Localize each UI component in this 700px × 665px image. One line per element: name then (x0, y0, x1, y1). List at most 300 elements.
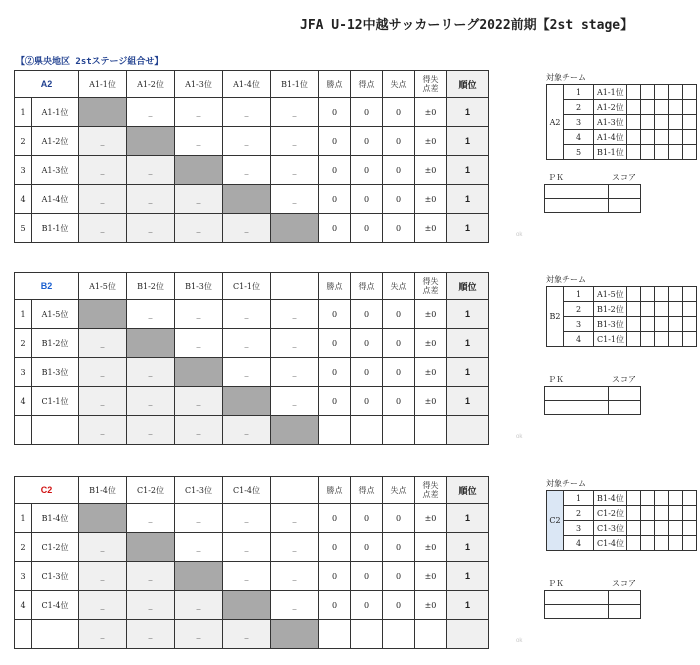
column-header: B1-3位 (175, 273, 223, 300)
stat-cell: ±0 (415, 591, 447, 620)
row-number: 1 (15, 300, 32, 329)
team-name: C1-1位 (32, 387, 79, 416)
league-table-c2 (14, 476, 489, 649)
target-blank-cell[interactable] (683, 130, 697, 145)
team-name: A1-3位 (32, 156, 79, 185)
stat-cell: 0 (319, 98, 351, 127)
match-cell[interactable] (223, 185, 271, 214)
target-blank-cell[interactable] (655, 521, 669, 536)
stat-cell: 1 (447, 214, 489, 243)
target-blank-cell[interactable] (627, 317, 641, 332)
stat-cell: 0 (383, 300, 415, 329)
target-blank-cell[interactable] (669, 302, 683, 317)
match-cell[interactable]: _ (223, 504, 271, 533)
target-row (547, 506, 697, 521)
target-blank-cell[interactable] (683, 332, 697, 347)
match-cell[interactable]: _ (175, 504, 223, 533)
target-blank-cell[interactable] (627, 287, 641, 302)
stat-cell: 1 (447, 504, 489, 533)
match-cell[interactable]: _ (79, 562, 127, 591)
stat-cell: 0 (319, 591, 351, 620)
target-blank-cell[interactable] (669, 521, 683, 536)
pk-label: ＰＫ (548, 579, 564, 588)
match-cell[interactable]: _ (271, 358, 319, 387)
match-cell[interactable]: _ (223, 620, 271, 649)
pk-row (545, 591, 641, 605)
target-blank-cell[interactable] (669, 287, 683, 302)
row-number: 3 (15, 562, 32, 591)
target-blank-cell[interactable] (683, 302, 697, 317)
target-number: 5 (564, 145, 594, 160)
target-blank-cell[interactable] (627, 332, 641, 347)
target-blank-cell[interactable] (655, 100, 669, 115)
team-name: C1-3位 (32, 562, 79, 591)
match-cell[interactable]: _ (223, 533, 271, 562)
match-cell[interactable]: _ (271, 387, 319, 416)
target-blank-cell[interactable] (655, 115, 669, 130)
column-header: C1-1位 (223, 273, 271, 300)
stat-cell (319, 620, 351, 649)
stat-cell (351, 416, 383, 445)
target-blank-cell[interactable] (641, 332, 655, 347)
stat-header-line: 得失 (422, 481, 439, 490)
match-cell[interactable]: _ (223, 358, 271, 387)
row-number: 3 (15, 156, 32, 185)
stat-cell: 0 (383, 156, 415, 185)
match-cell[interactable]: _ (271, 329, 319, 358)
match-cell[interactable]: _ (175, 620, 223, 649)
target-blank-cell[interactable] (655, 302, 669, 317)
target-team-table (546, 490, 697, 551)
pk-cell[interactable] (545, 387, 609, 401)
target-blank-cell[interactable] (627, 145, 641, 160)
match-cell[interactable]: _ (127, 300, 175, 329)
target-blank-cell[interactable] (641, 287, 655, 302)
section-subtitle: 【②県央地区 2stステージ組合せ】 (16, 57, 164, 67)
stat-cell: 0 (319, 127, 351, 156)
table-row (15, 329, 489, 358)
match-cell[interactable]: _ (271, 98, 319, 127)
score-cell[interactable] (609, 401, 641, 415)
pk-row (545, 199, 641, 213)
stat-cell: ±0 (415, 300, 447, 329)
stat-cell (447, 416, 489, 445)
stat-cell: ±0 (415, 387, 447, 416)
target-blank-cell[interactable] (669, 491, 683, 506)
match-cell[interactable]: _ (127, 98, 175, 127)
stat-cell: 0 (351, 185, 383, 214)
column-header: A1-5位 (79, 273, 127, 300)
table-row (15, 504, 489, 533)
stat-header: 得点 (351, 477, 383, 504)
team-name: C1-4位 (32, 591, 79, 620)
match-cell[interactable] (271, 416, 319, 445)
match-cell[interactable]: _ (223, 214, 271, 243)
target-blank-cell[interactable] (683, 317, 697, 332)
target-blank-cell[interactable] (627, 521, 641, 536)
match-cell[interactable]: _ (127, 504, 175, 533)
match-cell[interactable]: _ (271, 533, 319, 562)
target-blank-cell[interactable] (627, 85, 641, 100)
column-header: B1-4位 (79, 477, 127, 504)
match-cell[interactable]: _ (175, 387, 223, 416)
stat-cell: ±0 (415, 329, 447, 358)
target-blank-cell[interactable] (669, 130, 683, 145)
target-blank-cell[interactable] (683, 115, 697, 130)
match-cell[interactable] (175, 358, 223, 387)
row-number: 1 (15, 98, 32, 127)
score-cell[interactable] (609, 199, 641, 213)
target-blank-cell[interactable] (683, 85, 697, 100)
match-cell[interactable]: _ (175, 416, 223, 445)
table-row (15, 387, 489, 416)
stat-cell: 0 (319, 504, 351, 533)
stat-cell: 0 (351, 562, 383, 591)
target-number: 3 (564, 317, 594, 332)
match-cell[interactable]: _ (79, 358, 127, 387)
target-blank-cell[interactable] (655, 506, 669, 521)
column-header: A1-2位 (127, 71, 175, 98)
column-header: C1-4位 (223, 477, 271, 504)
target-blank-cell[interactable] (641, 302, 655, 317)
target-blank-cell[interactable] (641, 130, 655, 145)
target-blank-cell[interactable] (641, 536, 655, 551)
match-cell[interactable]: _ (79, 127, 127, 156)
match-cell[interactable]: _ (127, 358, 175, 387)
row-number: 2 (15, 533, 32, 562)
target-number: 1 (564, 287, 594, 302)
column-header (271, 273, 319, 300)
stat-header-line: 得失 (422, 75, 439, 84)
stat-header: 得点 (351, 273, 383, 300)
stat-cell (319, 416, 351, 445)
target-team: A1-2位 (594, 100, 627, 115)
stat-cell: ±0 (415, 533, 447, 562)
target-blank-cell[interactable] (683, 287, 697, 302)
pk-score-table (544, 590, 641, 619)
pk-cell[interactable] (545, 401, 609, 415)
table-row (15, 214, 489, 243)
match-cell[interactable]: _ (223, 416, 271, 445)
stat-cell: ±0 (415, 156, 447, 185)
match-cell[interactable] (175, 156, 223, 185)
target-blank-cell[interactable] (669, 506, 683, 521)
match-cell[interactable]: _ (271, 185, 319, 214)
match-cell[interactable] (127, 127, 175, 156)
match-cell[interactable]: _ (175, 185, 223, 214)
target-row (547, 491, 697, 506)
match-cell[interactable]: _ (175, 127, 223, 156)
score-label: スコア (612, 579, 636, 588)
table-row (15, 185, 489, 214)
row-number: 4 (15, 185, 32, 214)
stat-cell: 0 (351, 300, 383, 329)
pk-cell[interactable] (545, 605, 609, 619)
target-team: B1-2位 (594, 302, 627, 317)
target-blank-cell[interactable] (669, 100, 683, 115)
target-blank-cell[interactable] (655, 287, 669, 302)
target-blank-cell[interactable] (683, 145, 697, 160)
target-blank-cell[interactable] (669, 536, 683, 551)
group-name: C2 (15, 477, 79, 504)
pk-cell[interactable] (545, 199, 609, 213)
target-blank-cell[interactable] (683, 521, 697, 536)
target-number: 2 (564, 100, 594, 115)
stat-cell (383, 620, 415, 649)
stat-cell: 0 (319, 562, 351, 591)
target-blank-cell[interactable] (683, 506, 697, 521)
target-blank-cell[interactable] (627, 491, 641, 506)
target-blank-cell[interactable] (627, 100, 641, 115)
match-cell[interactable]: _ (79, 156, 127, 185)
match-cell[interactable] (271, 620, 319, 649)
stat-cell (415, 416, 447, 445)
score-cell[interactable] (609, 591, 641, 605)
target-blank-cell[interactable] (669, 332, 683, 347)
stat-header: 勝点 (319, 273, 351, 300)
pk-cell[interactable] (545, 591, 609, 605)
match-cell[interactable]: _ (271, 562, 319, 591)
column-header: A1-3位 (175, 71, 223, 98)
stat-cell: 0 (383, 504, 415, 533)
target-team: B1-4位 (594, 491, 627, 506)
match-cell[interactable]: _ (175, 533, 223, 562)
stat-header: 順位 (447, 477, 489, 504)
stat-cell: 0 (383, 127, 415, 156)
match-cell[interactable] (223, 591, 271, 620)
match-cell[interactable] (223, 387, 271, 416)
match-cell[interactable] (271, 214, 319, 243)
score-label: スコア (612, 173, 636, 182)
target-team: A1-4位 (594, 130, 627, 145)
match-cell[interactable]: _ (223, 98, 271, 127)
table-row (15, 300, 489, 329)
target-blank-cell[interactable] (683, 100, 697, 115)
pk-label: ＰＫ (548, 375, 564, 384)
match-cell[interactable]: _ (127, 591, 175, 620)
match-cell[interactable]: _ (127, 214, 175, 243)
team-name: A1-1位 (32, 98, 79, 127)
target-blank-cell[interactable] (683, 491, 697, 506)
column-header: C1-3位 (175, 477, 223, 504)
pk-label: ＰＫ (548, 173, 564, 182)
target-team-table (546, 84, 697, 160)
stat-cell: 1 (447, 562, 489, 591)
target-blank-cell[interactable] (627, 130, 641, 145)
stat-cell: 1 (447, 358, 489, 387)
column-header: B1-1位 (271, 71, 319, 98)
match-cell[interactable]: _ (79, 416, 127, 445)
team-name (32, 620, 79, 649)
pk-row (545, 185, 641, 199)
stat-cell: 0 (351, 533, 383, 562)
target-row (547, 287, 697, 302)
score-cell[interactable] (609, 605, 641, 619)
target-blank-cell[interactable] (641, 506, 655, 521)
target-blank-cell[interactable] (655, 85, 669, 100)
target-blank-cell[interactable] (641, 85, 655, 100)
match-cell[interactable]: _ (223, 329, 271, 358)
group-name: B2 (15, 273, 79, 300)
stat-cell: 0 (351, 329, 383, 358)
stat-cell: 0 (351, 156, 383, 185)
team-name: A1-2位 (32, 127, 79, 156)
match-cell[interactable]: _ (79, 533, 127, 562)
pk-row (545, 401, 641, 415)
match-cell[interactable]: _ (271, 591, 319, 620)
match-cell[interactable] (127, 533, 175, 562)
stat-cell: 0 (383, 214, 415, 243)
score-cell[interactable] (609, 185, 641, 199)
target-blank-cell[interactable] (641, 100, 655, 115)
match-cell[interactable] (79, 504, 127, 533)
match-cell[interactable]: _ (223, 562, 271, 591)
match-cell[interactable]: _ (175, 300, 223, 329)
match-cell[interactable] (79, 98, 127, 127)
match-cell[interactable]: _ (271, 300, 319, 329)
target-row (547, 130, 697, 145)
stat-header (415, 477, 447, 504)
team-name: C1-2位 (32, 533, 79, 562)
target-blank-cell[interactable] (641, 317, 655, 332)
target-blank-cell[interactable] (627, 536, 641, 551)
stat-cell: 0 (351, 387, 383, 416)
match-cell[interactable]: _ (79, 591, 127, 620)
stat-cell: 0 (319, 533, 351, 562)
match-cell[interactable]: _ (271, 156, 319, 185)
target-blank-cell[interactable] (669, 317, 683, 332)
match-cell[interactable]: _ (175, 329, 223, 358)
table-row (15, 620, 489, 649)
stat-cell (351, 620, 383, 649)
match-cell[interactable]: _ (79, 214, 127, 243)
stat-cell: 0 (351, 504, 383, 533)
target-blank-cell[interactable] (683, 536, 697, 551)
target-blank-cell[interactable] (655, 536, 669, 551)
match-cell[interactable]: _ (127, 562, 175, 591)
target-row (547, 332, 697, 347)
stat-header: 失点 (383, 71, 415, 98)
target-team: C1-2位 (594, 506, 627, 521)
match-cell[interactable]: _ (127, 185, 175, 214)
pk-score-table (544, 386, 641, 415)
match-cell[interactable]: _ (271, 127, 319, 156)
target-blank-cell[interactable] (669, 115, 683, 130)
stat-cell: ±0 (415, 185, 447, 214)
target-blank-cell[interactable] (627, 115, 641, 130)
target-number: 4 (564, 536, 594, 551)
stat-header-line: 点差 (422, 286, 439, 295)
watermark-mark: ok (516, 232, 523, 238)
score-cell[interactable] (609, 387, 641, 401)
pk-score-table (544, 184, 641, 213)
match-cell[interactable]: _ (175, 214, 223, 243)
row-number: 2 (15, 127, 32, 156)
row-number: 4 (15, 387, 32, 416)
target-blank-cell[interactable] (655, 317, 669, 332)
match-cell[interactable]: _ (79, 185, 127, 214)
target-blank-cell[interactable] (655, 332, 669, 347)
target-blank-cell[interactable] (627, 302, 641, 317)
target-row (547, 115, 697, 130)
column-header: C1-2位 (127, 477, 175, 504)
target-number: 1 (564, 85, 594, 100)
target-blank-cell[interactable] (641, 145, 655, 160)
group-name: A2 (15, 71, 79, 98)
column-header: A1-1位 (79, 71, 127, 98)
target-blank-cell[interactable] (641, 115, 655, 130)
stat-cell: ±0 (415, 98, 447, 127)
target-blank-cell[interactable] (641, 521, 655, 536)
stat-cell: 0 (383, 591, 415, 620)
match-cell[interactable]: _ (175, 98, 223, 127)
match-cell[interactable]: _ (175, 591, 223, 620)
target-team: C1-1位 (594, 332, 627, 347)
match-cell[interactable]: _ (127, 156, 175, 185)
target-blank-cell[interactable] (655, 145, 669, 160)
row-number: 2 (15, 329, 32, 358)
match-cell[interactable] (79, 300, 127, 329)
stat-cell: 0 (351, 214, 383, 243)
stat-header: 失点 (383, 273, 415, 300)
match-cell[interactable] (127, 329, 175, 358)
match-cell[interactable]: _ (223, 300, 271, 329)
target-number: 3 (564, 115, 594, 130)
score-label: スコア (612, 375, 636, 384)
match-cell[interactable]: _ (79, 387, 127, 416)
match-cell[interactable] (175, 562, 223, 591)
match-cell[interactable]: _ (127, 620, 175, 649)
target-number: 2 (564, 506, 594, 521)
team-name: B1-2位 (32, 329, 79, 358)
stat-cell: 0 (383, 562, 415, 591)
target-team: A1-1位 (594, 85, 627, 100)
match-cell[interactable]: _ (271, 504, 319, 533)
column-header: B1-2位 (127, 273, 175, 300)
target-blank-cell[interactable] (655, 130, 669, 145)
stat-cell: 0 (319, 156, 351, 185)
target-blank-cell[interactable] (641, 491, 655, 506)
match-cell[interactable]: _ (223, 127, 271, 156)
match-cell[interactable]: _ (223, 156, 271, 185)
target-blank-cell[interactable] (669, 85, 683, 100)
target-team-label: 対象チーム (546, 275, 586, 284)
pk-cell[interactable] (545, 185, 609, 199)
target-team-label: 対象チーム (546, 479, 586, 488)
table-row (15, 533, 489, 562)
stat-cell: 1 (447, 591, 489, 620)
match-cell[interactable]: _ (127, 387, 175, 416)
match-cell[interactable]: _ (127, 416, 175, 445)
target-row (547, 302, 697, 317)
match-cell[interactable]: _ (79, 329, 127, 358)
stat-cell (383, 416, 415, 445)
target-blank-cell[interactable] (655, 491, 669, 506)
row-number: 4 (15, 591, 32, 620)
row-number: 5 (15, 214, 32, 243)
match-cell[interactable]: _ (79, 620, 127, 649)
team-name (32, 416, 79, 445)
stat-cell: 0 (351, 591, 383, 620)
row-number (15, 416, 32, 445)
row-number (15, 620, 32, 649)
target-blank-cell[interactable] (669, 145, 683, 160)
column-header: A1-4位 (223, 71, 271, 98)
stat-cell: 0 (383, 387, 415, 416)
target-group-name: A2 (547, 85, 564, 160)
target-blank-cell[interactable] (627, 506, 641, 521)
stat-header: 勝点 (319, 71, 351, 98)
